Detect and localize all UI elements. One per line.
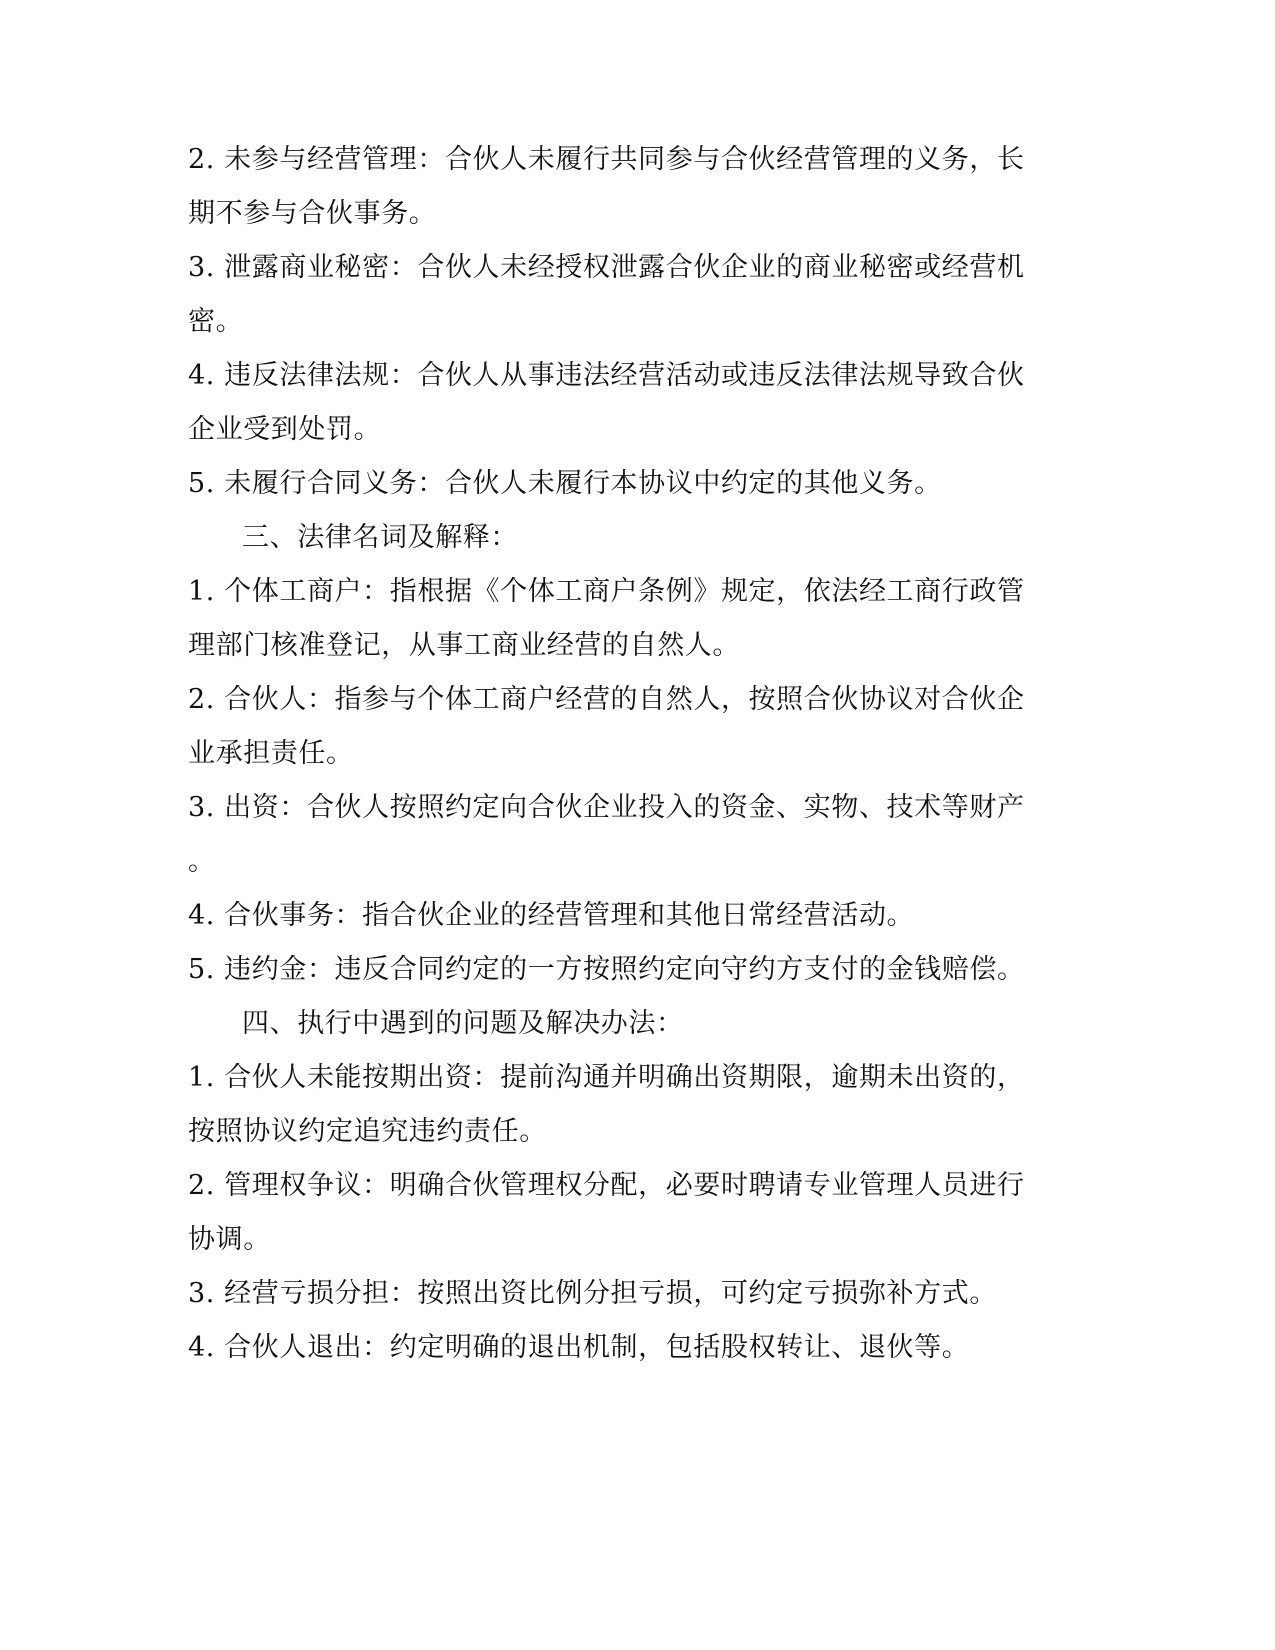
term-2-partner-line-2: 业承担责任。	[188, 738, 354, 769]
issue-3-loss-sharing: 3. 经营亏损分担：按照出资比例分担亏损，可约定亏损弥补方式。	[188, 1278, 997, 1309]
issue-2-management-dispute-line-2: 协调。	[188, 1224, 271, 1255]
issue-2-management-dispute-line-1: 2. 管理权争议：明确合伙管理权分配，必要时聘请专业管理人员进行	[188, 1170, 1025, 1201]
item-4-violate-law-line-2: 企业受到处罚。	[188, 414, 382, 445]
issue-1-late-contribution-line-1: 1. 合伙人未能按期出资：提前沟通并明确出资期限，逾期未出资的，	[188, 1062, 1025, 1093]
term-1-individual-business-line-2: 理部门核准登记，从事工商业经营的自然人。	[188, 630, 740, 661]
term-5-liquidated-damages: 5. 违约金：违反合同约定的一方按照约定向守约方支付的金钱赔偿。	[188, 954, 1025, 985]
item-3-trade-secrets-line-2: 密。	[188, 306, 244, 337]
term-4-partnership-affairs: 4. 合伙事务：指合伙企业的经营管理和其他日常经营活动。	[188, 900, 915, 931]
term-3-capital-contribution-line-1: 3. 出资：合伙人按照约定向合伙企业投入的资金、实物、技术等财产	[188, 792, 1025, 823]
section-4-heading: 四、执行中遇到的问题及解决办法：	[242, 1008, 684, 1039]
item-4-violate-law-line-1: 4. 违反法律法规：合伙人从事违法经营活动或违反法律法规导致合伙	[188, 360, 1025, 391]
term-2-partner-line-1: 2. 合伙人：指参与个体工商户经营的自然人，按照合伙协议对合伙企	[188, 684, 1025, 715]
item-2-not-participating-line-2: 期不参与合伙事务。	[188, 198, 437, 229]
item-2-not-participating-line-1: 2. 未参与经营管理：合伙人未履行共同参与合伙经营管理的义务，长	[188, 144, 1025, 175]
term-1-individual-business-line-1: 1. 个体工商户：指根据《个体工商户条例》规定，依法经工商行政管	[188, 576, 1025, 607]
item-3-trade-secrets-line-1: 3. 泄露商业秘密：合伙人未经授权泄露合伙企业的商业秘密或经营机	[188, 252, 1025, 283]
issue-4-partner-exit: 4. 合伙人退出：约定明确的退出机制，包括股权转让、退伙等。	[188, 1332, 970, 1363]
section-3-heading: 三、法律名词及解释：	[242, 522, 518, 553]
issue-1-late-contribution-line-2: 按照协议约定追究违约责任。	[188, 1116, 547, 1147]
item-5-contract-obligations: 5. 未履行合同义务：合伙人未履行本协议中约定的其他义务。	[188, 468, 942, 499]
term-3-capital-contribution-line-2: 。	[188, 846, 216, 877]
